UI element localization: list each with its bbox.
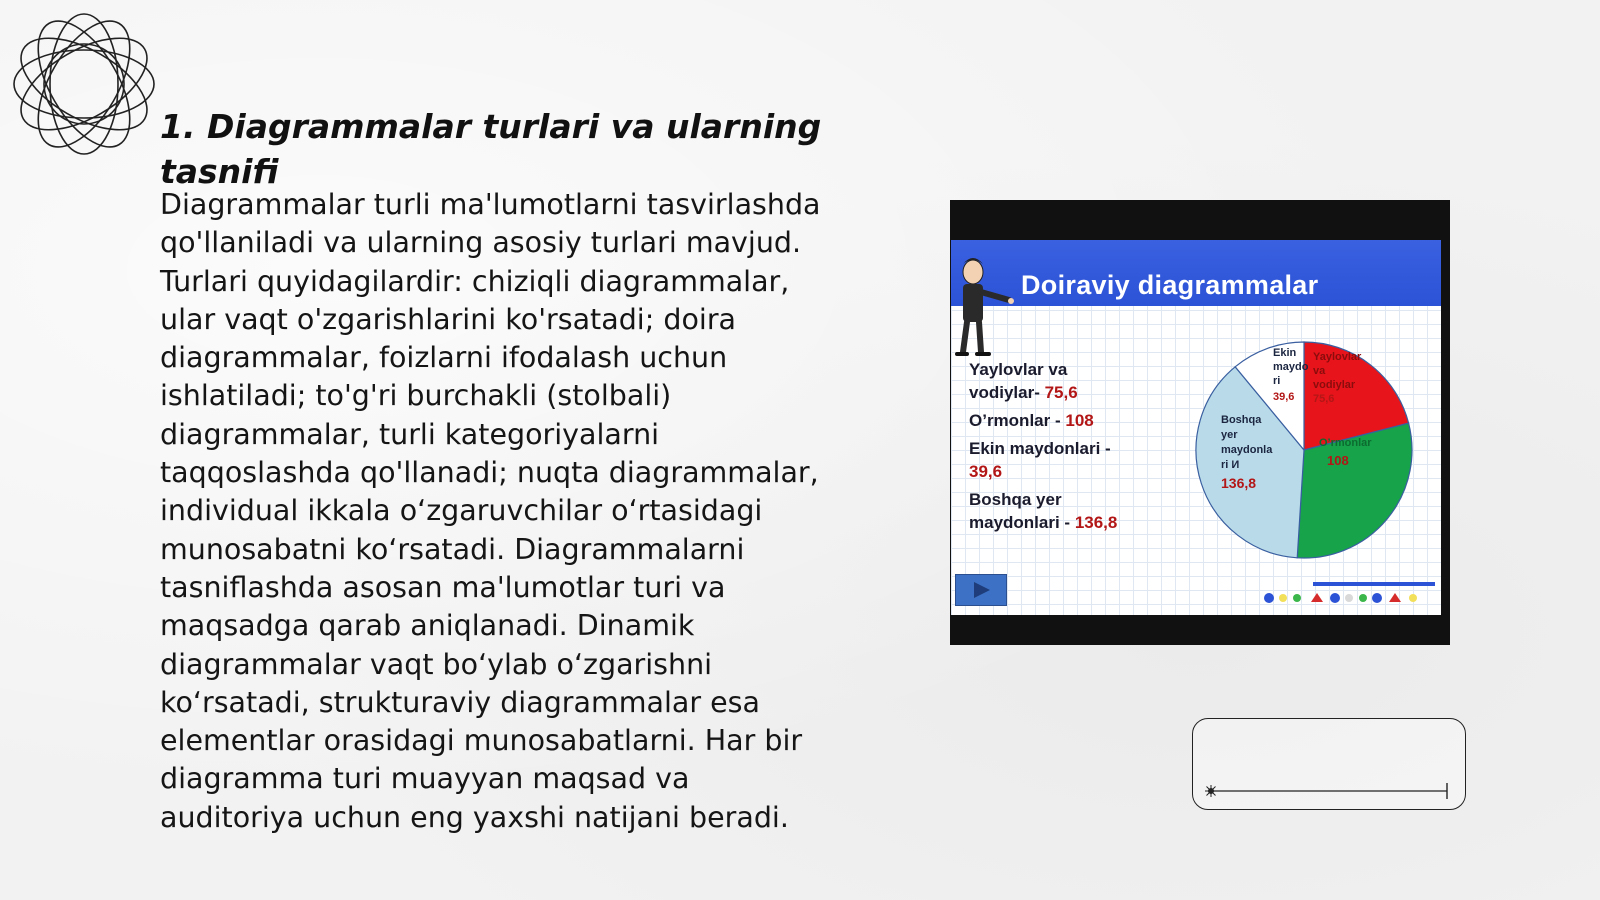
legend-line-ekin-1: Ekin maydonlari - [969, 439, 1111, 458]
play-button[interactable] [955, 574, 1007, 606]
video-toolbar-icons [1261, 580, 1436, 610]
legend-line-ormon [969, 409, 1094, 432]
pie-label-ekin: ri [1273, 375, 1281, 387]
legend-label: vodiylar- [969, 383, 1045, 402]
pie-value-yaylov: 75,6 [1313, 393, 1335, 405]
pie-chart [1191, 338, 1421, 563]
video-screen[interactable] [951, 240, 1441, 615]
pie-label-boshqa: maydonla [1221, 444, 1273, 456]
pie-label-boshqa: ri И [1221, 459, 1240, 471]
legend-label: maydonlari - [969, 513, 1075, 532]
pie-label-boshqa: yer [1221, 429, 1238, 441]
audio-progress-track[interactable] [1201, 781, 1455, 801]
video-title: Doiraviy diagrammalar [1021, 270, 1319, 300]
embedded-video-frame[interactable] [950, 200, 1450, 645]
pie-value-ekin: 39,6 [1273, 391, 1295, 403]
pie-label-ekin: Ekin [1273, 347, 1297, 359]
orbit-logo-icon [10, 10, 158, 158]
pie-label-ekin: maydo [1273, 361, 1309, 373]
pie-label-yaylov: vodiylar [1313, 379, 1356, 391]
legend-value: 136,8 [1074, 513, 1118, 532]
pie-label-ormon: O’rmonlar [1319, 437, 1372, 449]
legend-value: 108 [1065, 411, 1094, 430]
legend-value: 75,6 [1044, 383, 1078, 402]
pie-label-boshqa: Boshqa [1221, 414, 1262, 426]
legend-value: 39,6 [969, 462, 1003, 481]
pie-value-boshqa: 136,8 [1221, 475, 1257, 491]
pointing-man-icon [951, 250, 1017, 360]
legend-line-ekin-2 [969, 460, 1002, 483]
pie-value-ormon: 108 [1327, 453, 1349, 468]
pie-label-yaylov: Yaylovlar [1313, 351, 1362, 363]
legend-line-yaylov-1: Yaylovlar va [969, 360, 1068, 379]
legend-line-yaylov-2 [969, 381, 1078, 404]
audio-player[interactable] [1192, 718, 1466, 810]
legend-line-boshqa-2 [969, 511, 1117, 534]
legend-line-boshqa-1: Boshqa yer [969, 490, 1062, 509]
slide-title: 1. Diagrammalar turlari va ularning tasnifi [160, 107, 822, 191]
audio-start-icon [1205, 785, 1217, 797]
play-icon [956, 575, 1006, 605]
pie-label-yaylov: va [1313, 365, 1326, 377]
slide-body-text: Diagrammalar turli ma'lumotlarni tasvirlashda qo'llaniladi va ularning asosiy turlari mavjud. Turlari quyidagilardir: chiziqli diagrammalar, ular vaqt o'zgarishlarini ko'rsatadi; doira diagrammalar, foizlarni ifodalash uchun ishlatiladi; to'g'ri burchakli (stolbali) diagrammalar, turli kategoriyalarni taqqoslashda qo'llanadi; nuqta diagrammalar, individual ikkala oʻzgaruvchilar oʻrtasidagi munosabatni koʻrsatadi. Diagrammalarni tasniflashda asosan ma'lumotlar turi va maqsadga qarab aniqlanadi. Dinamik diagrammalar vaqt boʻylab oʻzgarishni koʻrsatadi, strukturaviy diagrammalar esa elementlar orasidagi munosabatlarni. Har bir diagramma turi muayyan maqsad va auditoriya uchun eng yaxshi natijani beradi. [160, 188, 821, 834]
legend-label: O’rmonlar - [969, 411, 1066, 430]
